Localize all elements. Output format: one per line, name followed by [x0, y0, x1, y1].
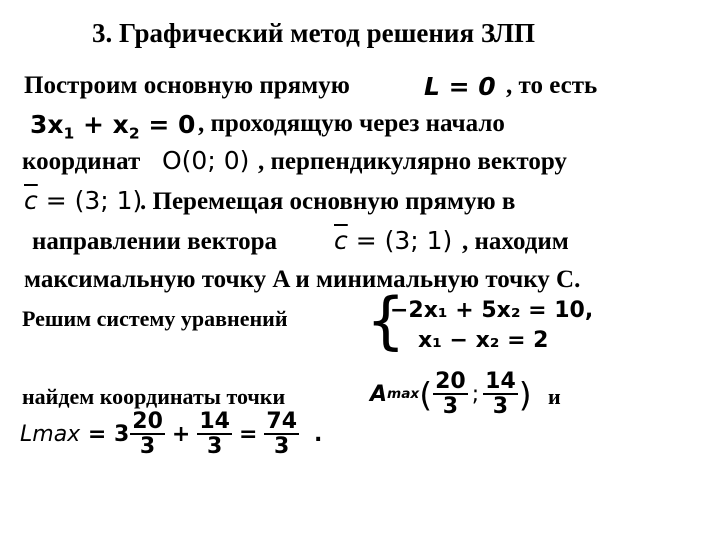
point-a-max	[370, 370, 532, 418]
text-line-4: . Перемещая основную прямую в	[140, 188, 516, 215]
lmax-eq: = 3	[80, 421, 130, 447]
point-sub: max	[387, 386, 420, 403]
text-line-5a: направлении вектора	[32, 228, 277, 255]
close-paren: )	[518, 374, 532, 414]
formula-origin-point	[162, 146, 249, 175]
x-denominator: 3	[442, 394, 459, 420]
vector-c-symbol: $\overline{c}$	[334, 226, 348, 255]
point-label: найдем координаты точки	[22, 384, 286, 409]
formula-L-equals-0	[424, 72, 496, 101]
vector-c-symbol: $\overline{c}$	[24, 186, 38, 215]
lmax-fraction-3	[264, 410, 299, 458]
text-line-1a: Построим основную прямую	[24, 72, 350, 99]
point-x-fraction	[433, 370, 468, 418]
y-denominator: 3	[492, 394, 509, 420]
point-separator: ;	[471, 381, 480, 407]
open-paren: (	[419, 374, 433, 414]
formula-vector-c-2	[334, 226, 452, 255]
lmax-formula	[20, 410, 322, 458]
y-numerator: 14	[485, 369, 516, 394]
formula-line-equation	[30, 110, 195, 142]
formula-text: L = 0	[424, 72, 496, 101]
f1-denominator: 3	[139, 434, 156, 460]
x-numerator: 20	[435, 369, 466, 394]
f2-numerator: 14	[199, 409, 230, 434]
text-line-5b: , находим	[462, 228, 569, 255]
lmax-label: Lmax	[20, 421, 81, 447]
formula-part-b: + x	[74, 110, 129, 139]
system-equation-1: −2x₁ + 5x₂ = 10,	[390, 298, 594, 323]
vector-c-value: = (3; 1)	[37, 186, 143, 215]
lmax-fraction-2	[197, 410, 232, 458]
slide-title: 3. Графический метод решения ЗЛП	[92, 18, 536, 48]
formula-vector-c	[24, 186, 142, 215]
f3-numerator: 74	[266, 409, 298, 434]
lmax-dot: .	[314, 421, 323, 447]
text-line-3a: координат	[22, 148, 141, 175]
system-equation-2: x₁ − x₂ = 2	[418, 328, 549, 353]
system-brace: {	[366, 284, 406, 357]
point-name: A	[370, 381, 388, 407]
f3-denominator: 3	[274, 434, 290, 460]
formula-part-c: = 0	[139, 110, 196, 139]
text-line-2: , проходящую через начало	[198, 110, 505, 137]
system-label: Решим систему уравнений	[22, 306, 288, 331]
f2-denominator: 3	[206, 434, 223, 460]
lmax-fraction-1	[130, 410, 165, 458]
and-word: и	[548, 384, 561, 409]
formula-sub-a: 1	[63, 124, 75, 143]
lmax-plus: +	[171, 421, 191, 447]
f1-numerator: 20	[132, 409, 163, 434]
text-line-1b: , то есть	[506, 72, 598, 99]
formula-text: O(0; 0)	[162, 146, 250, 175]
formula-sub-b: 2	[128, 124, 140, 143]
text-line-6: максимальную точку A и минимальную точку C.	[24, 266, 581, 293]
point-y-fraction	[483, 370, 518, 418]
lmax-eq2: =	[238, 421, 258, 447]
formula-part-a: 3x	[30, 110, 64, 139]
vector-c-value: = (3; 1)	[347, 226, 453, 255]
text-line-3b: , перпендикулярно вектору	[258, 148, 567, 175]
